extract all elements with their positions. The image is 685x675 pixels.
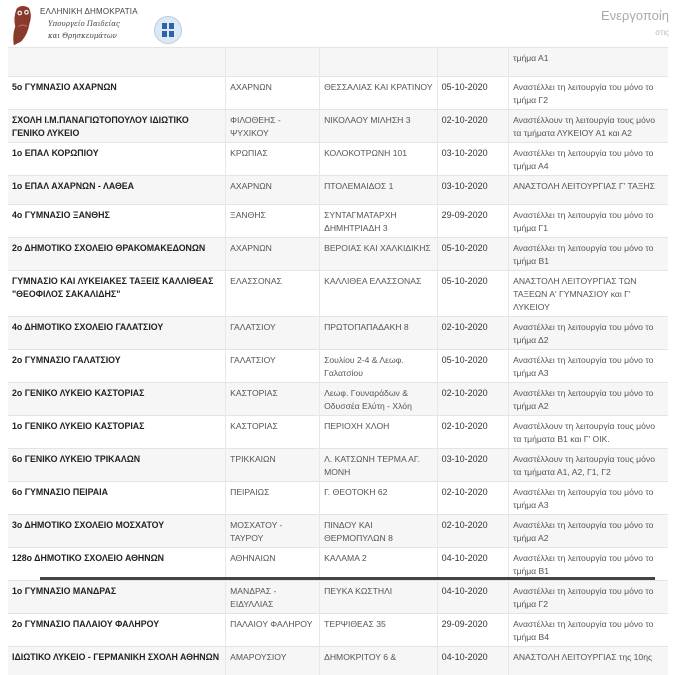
cell-school-name: 1ο ΕΠΑΛ ΑΧΑΡΝΩΝ - ΛΑΘΕΑ	[8, 176, 226, 205]
cell-date: 03-10-2020	[437, 176, 509, 205]
table-row	[8, 515, 668, 548]
cell-address: ΚΑΛΛΙΘΕΑ ΕΛΑΣΣΟΝΑΣ	[320, 271, 437, 317]
cell-address: Λεωφ. Γουναράδων & Οδυσσέα Ελύτη - Χλόη	[320, 383, 437, 416]
cell-note: Αναστέλλει τη λειτουργία του μόνο το τμήμα Α4	[509, 143, 668, 176]
cell-address: ΘΕΣΣΑΛΙΑΣ ΚΑΙ ΚΡΑΤΙΝΟΥ	[320, 77, 437, 110]
cell-school-name: 2ο ΓΕΝΙΚΟ ΛΥΚΕΙΟ ΚΑΣΤΟΡΙΑΣ	[8, 383, 226, 416]
cell-date	[437, 48, 509, 77]
table-row	[8, 205, 668, 238]
table-row	[8, 350, 668, 383]
cell-school-name: 2ο ΓΥΜΝΑΣΙΟ ΓΑΛΑΤΣΙΟΥ	[8, 350, 226, 383]
cell-note: Αναστέλλουν τη λειτουργία τους μόνο τα τμήματα ΛΥΚΕΙΟΥ Α1 και Α2	[509, 110, 668, 143]
cell-address: ΔΗΜΟΚΡΙΤΟΥ 6 &	[320, 647, 437, 675]
cell-date: 02-10-2020	[437, 317, 509, 350]
logo-title: ΕΛΛΗΝΙΚΗ ΔΗΜΟΚΡΑΤΙΑ	[40, 6, 138, 18]
cell-address: ΠΕΡΙΟΧΗ ΧΛΟΗ	[320, 416, 437, 449]
cell-date: 05-10-2020	[437, 238, 509, 271]
activation-watermark: Ενεργοποίη	[601, 8, 669, 23]
cell-date: 03-10-2020	[437, 449, 509, 482]
owl-icon	[10, 4, 34, 46]
cell-address: Λ. ΚΑΤΣΩΝΗ ΤΕΡΜΑ ΑΓ. ΜΟΝΗ	[320, 449, 437, 482]
greek-seal-icon	[154, 16, 182, 44]
cell-date: 02-10-2020	[437, 482, 509, 515]
cell-school-name: 6ο ΓΕΝΙΚΟ ΛΥΚΕΙΟ ΤΡΙΚΑΛΩΝ	[8, 449, 226, 482]
table-row	[8, 449, 668, 482]
cell-area: ΤΡΙΚΚΑΙΩΝ	[226, 449, 320, 482]
activation-watermark-sub: στις	[655, 28, 669, 37]
cell-address: ΚΑΛΑΜΑ 2	[320, 548, 437, 581]
cell-school-name: 6ο ΓΥΜΝΑΣΙΟ ΠΕΙΡΑΙΑ	[8, 482, 226, 515]
cell-area: ΑΜΑΡΟΥΣΙΟΥ	[226, 647, 320, 675]
table-row	[8, 614, 668, 647]
cell-address: ΠΙΝΔΟΥ ΚΑΙ ΘΕΡΜΟΠΥΛΩΝ 8	[320, 515, 437, 548]
cell-school-name: 4ο ΓΥΜΝΑΣΙΟ ΞΑΝΘΗΣ	[8, 205, 226, 238]
cell-note: ΑΝΑΣΤΟΛΗ ΛΕΙΤΟΥΡΓΙΑΣ ΤΩΝ ΤΑΞΕΩΝ Α' ΓΥΜΝΑΣΙΟΥ και Γ' ΛΥΚΕΙΟΥ	[509, 271, 668, 317]
cell-note: Αναστέλλει τη λειτουργία του μόνο το τμήμα Α2	[509, 515, 668, 548]
cell-address: ΒΕΡΟΙΑΣ ΚΑΙ ΧΑΛΚΙΔΙΚΗΣ	[320, 238, 437, 271]
ministry-logo	[8, 4, 180, 46]
table-row	[8, 482, 668, 515]
cell-school-name: 2ο ΓΥΜΝΑΣΙΟ ΠΑΛΑΙΟΥ ΦΑΛΗΡΟΥ	[8, 614, 226, 647]
cell-date: 02-10-2020	[437, 416, 509, 449]
cell-date: 29-09-2020	[437, 205, 509, 238]
cell-school-name: 3ο ΔΗΜΟΤΙΚΟ ΣΧΟΛΕΙΟ ΜΟΣΧΑΤΟΥ	[8, 515, 226, 548]
cell-area: ΑΧΑΡΝΩΝ	[226, 176, 320, 205]
cell-area: ΓΑΛΑΤΣΙΟΥ	[226, 350, 320, 383]
cell-date: 02-10-2020	[437, 515, 509, 548]
table-row	[8, 110, 668, 143]
table-row	[8, 143, 668, 176]
table-row	[8, 581, 668, 614]
cell-date: 05-10-2020	[437, 271, 509, 317]
logo-ministry-2: και Θρησκευμάτων	[40, 30, 138, 42]
cell-school-name: 4ο ΔΗΜΟΤΙΚΟ ΣΧΟΛΕΙΟ ΓΑΛΑΤΣΙΟΥ	[8, 317, 226, 350]
cell-area: ΞΑΝΘΗΣ	[226, 205, 320, 238]
cell-area: ΜΟΣΧΑΤΟΥ - ΤΑΥΡΟΥ	[226, 515, 320, 548]
logo-ministry: Υπουργείο Παιδείας	[40, 18, 138, 30]
cell-school-name: 1ο ΓΥΜΝΑΣΙΟ ΜΑΝΔΡΑΣ	[8, 581, 226, 614]
cell-note: Αναστέλλουν τη λειτουργία τους μόνο τα τμήματα Β1 και Γ' ΟΙΚ.	[509, 416, 668, 449]
cell-note: ΑΝΑΣΤΟΛΗ ΛΕΙΤΟΥΡΓΙΑΣ της 10ης	[509, 647, 668, 675]
cell-note: Αναστέλλει τη λειτουργία του μόνο το τμήμα Δ2	[509, 317, 668, 350]
school-closures-table	[8, 47, 668, 675]
cell-note: τμήμα Α1	[509, 48, 668, 77]
cell-address: ΣΥΝΤΑΓΜΑΤΑΡΧΗ ΔΗΜΗΤΡΙΑΔΗ 3	[320, 205, 437, 238]
cell-date: 02-10-2020	[437, 110, 509, 143]
cell-note: Αναστέλλει τη λειτουργία του μόνο το τμήμα Β1	[509, 238, 668, 271]
cell-school-name: 128ο ΔΗΜΟΤΙΚΟ ΣΧΟΛΕΙΟ ΑΘΗΝΩΝ	[8, 548, 226, 581]
cell-date: 02-10-2020	[437, 383, 509, 416]
cell-area: ΠΕΙΡΑΙΩΣ	[226, 482, 320, 515]
cell-note: Αναστέλλει τη λειτουργία του μόνο το τμήμα Γ2	[509, 77, 668, 110]
cell-area: ΠΑΛΑΙΟΥ ΦΑΛΗΡΟΥ	[226, 614, 320, 647]
cell-area: ΑΘΗΝΑΙΩΝ	[226, 548, 320, 581]
table-row	[8, 271, 668, 317]
cell-area: ΑΧΑΡΝΩΝ	[226, 238, 320, 271]
cell-school-name	[8, 48, 226, 77]
cell-area: ΓΑΛΑΤΣΙΟΥ	[226, 317, 320, 350]
table-row	[8, 548, 668, 581]
cell-area: ΚΡΩΠΙΑΣ	[226, 143, 320, 176]
cell-date: 04-10-2020	[437, 647, 509, 675]
table-row	[8, 176, 668, 205]
cell-note: Αναστέλλουν τη λειτουργία τους μόνο τα τμήματα Α1, Α2, Γ1, Γ2	[509, 449, 668, 482]
cell-date: 04-10-2020	[437, 581, 509, 614]
cell-area: ΜΑΝΔΡΑΣ - ΕΙΔΥΛΛΙΑΣ	[226, 581, 320, 614]
cell-note: Αναστέλλει τη λειτουργία του μόνο το τμήμα Α3	[509, 482, 668, 515]
cell-area: ΑΧΑΡΝΩΝ	[226, 77, 320, 110]
cell-school-name: 2ο ΔΗΜΟΤΙΚΟ ΣΧΟΛΕΙΟ ΘΡΑΚΟΜΑΚΕΔΟΝΩΝ	[8, 238, 226, 271]
cell-area	[226, 48, 320, 77]
table-row	[8, 77, 668, 110]
cell-note: Αναστέλλει τη λειτουργία του μόνο το τμήμα Α3	[509, 350, 668, 383]
cell-address: ΚΟΛΟΚΟΤΡΩΝΗ 101	[320, 143, 437, 176]
cell-note: Αναστέλλει τη λειτουργία του μόνο το τμήμα Γ2	[509, 581, 668, 614]
table-row	[8, 647, 668, 675]
cell-area: ΚΑΣΤΟΡΙΑΣ	[226, 416, 320, 449]
cell-address	[320, 48, 437, 77]
cell-school-name: 1ο ΓΕΝΙΚΟ ΛΥΚΕΙΟ ΚΑΣΤΟΡΙΑΣ	[8, 416, 226, 449]
cell-school-name: ΙΔΙΩΤΙΚΟ ΛΥΚΕΙΟ - ΓΕΡΜΑΝΙΚΗ ΣΧΟΛΗ ΑΘΗΝΩΝ	[8, 647, 226, 675]
cell-note: ΑΝΑΣΤΟΛΗ ΛΕΙΤΟΥΡΓΙΑΣ Γ' ΤΑΞΗΣ	[509, 176, 668, 205]
cell-address: ΝΙΚΟΛΑΟΥ ΜΙΛΗΣΗ 3	[320, 110, 437, 143]
cell-date: 05-10-2020	[437, 350, 509, 383]
cell-address: ΤΕΡΨΙΘΕΑΣ 35	[320, 614, 437, 647]
cell-note: Αναστέλλει τη λειτουργία του μόνο το τμήμα Γ1	[509, 205, 668, 238]
table-row	[8, 383, 668, 416]
cell-date: 29-09-2020	[437, 614, 509, 647]
horizontal-scrollbar[interactable]	[40, 577, 655, 580]
cell-address: ΠΤΟΛΕΜΑΙΔΟΣ 1	[320, 176, 437, 205]
table-row	[8, 238, 668, 271]
cell-note: Αναστέλλει τη λειτουργία του μόνο το τμήμα Α2	[509, 383, 668, 416]
cell-note: Αναστέλλει τη λειτουργία του μόνο το τμήμα Β1	[509, 548, 668, 581]
cell-address: Γ. ΘΕΟΤΟΚΗ 62	[320, 482, 437, 515]
cell-area: ΚΑΣΤΟΡΙΑΣ	[226, 383, 320, 416]
cell-address: Σουλίου 2-4 & Λεωφ. Γαλατσίου	[320, 350, 437, 383]
table-row	[8, 416, 668, 449]
cell-date: 04-10-2020	[437, 548, 509, 581]
cell-date: 05-10-2020	[437, 77, 509, 110]
table-row	[8, 317, 668, 350]
table-row	[8, 48, 668, 77]
cell-date: 03-10-2020	[437, 143, 509, 176]
cell-address: ΠΡΩΤΟΠΑΠΑΔΑΚΗ 8	[320, 317, 437, 350]
cell-area: ΦΙΛΟΘΕΗΣ - ΨΥΧΙΚΟΥ	[226, 110, 320, 143]
cell-note: Αναστέλλει τη λειτουργία του μόνο το τμήμα Β4	[509, 614, 668, 647]
cell-address: ΠΕΥΚΑ ΚΩΣΤΗΛΙ	[320, 581, 437, 614]
cell-school-name: ΓΥΜΝΑΣΙΟ ΚΑΙ ΛΥΚΕΙΑΚΕΣ ΤΑΞΕΙΣ ΚΑΛΛΙΘΕΑΣ "ΘΕΟΦΙΛΟΣ ΣΑΚΑΛΙΔΗΣ"	[8, 271, 226, 317]
cell-school-name: 5ο ΓΥΜΝΑΣΙΟ ΑΧΑΡΝΩΝ	[8, 77, 226, 110]
cell-school-name: ΣΧΟΛΗ Ι.Μ.ΠΑΝΑΓΙΩΤΟΠΟΥΛΟΥ ΙΔΙΩΤΙΚΟ ΓΕΝΙΚΟ ΛΥΚΕΙΟ	[8, 110, 226, 143]
cell-area: ΕΛΑΣΣΟΝΑΣ	[226, 271, 320, 317]
cell-school-name: 1ο ΕΠΑΛ ΚΟΡΩΠΙΟΥ	[8, 143, 226, 176]
